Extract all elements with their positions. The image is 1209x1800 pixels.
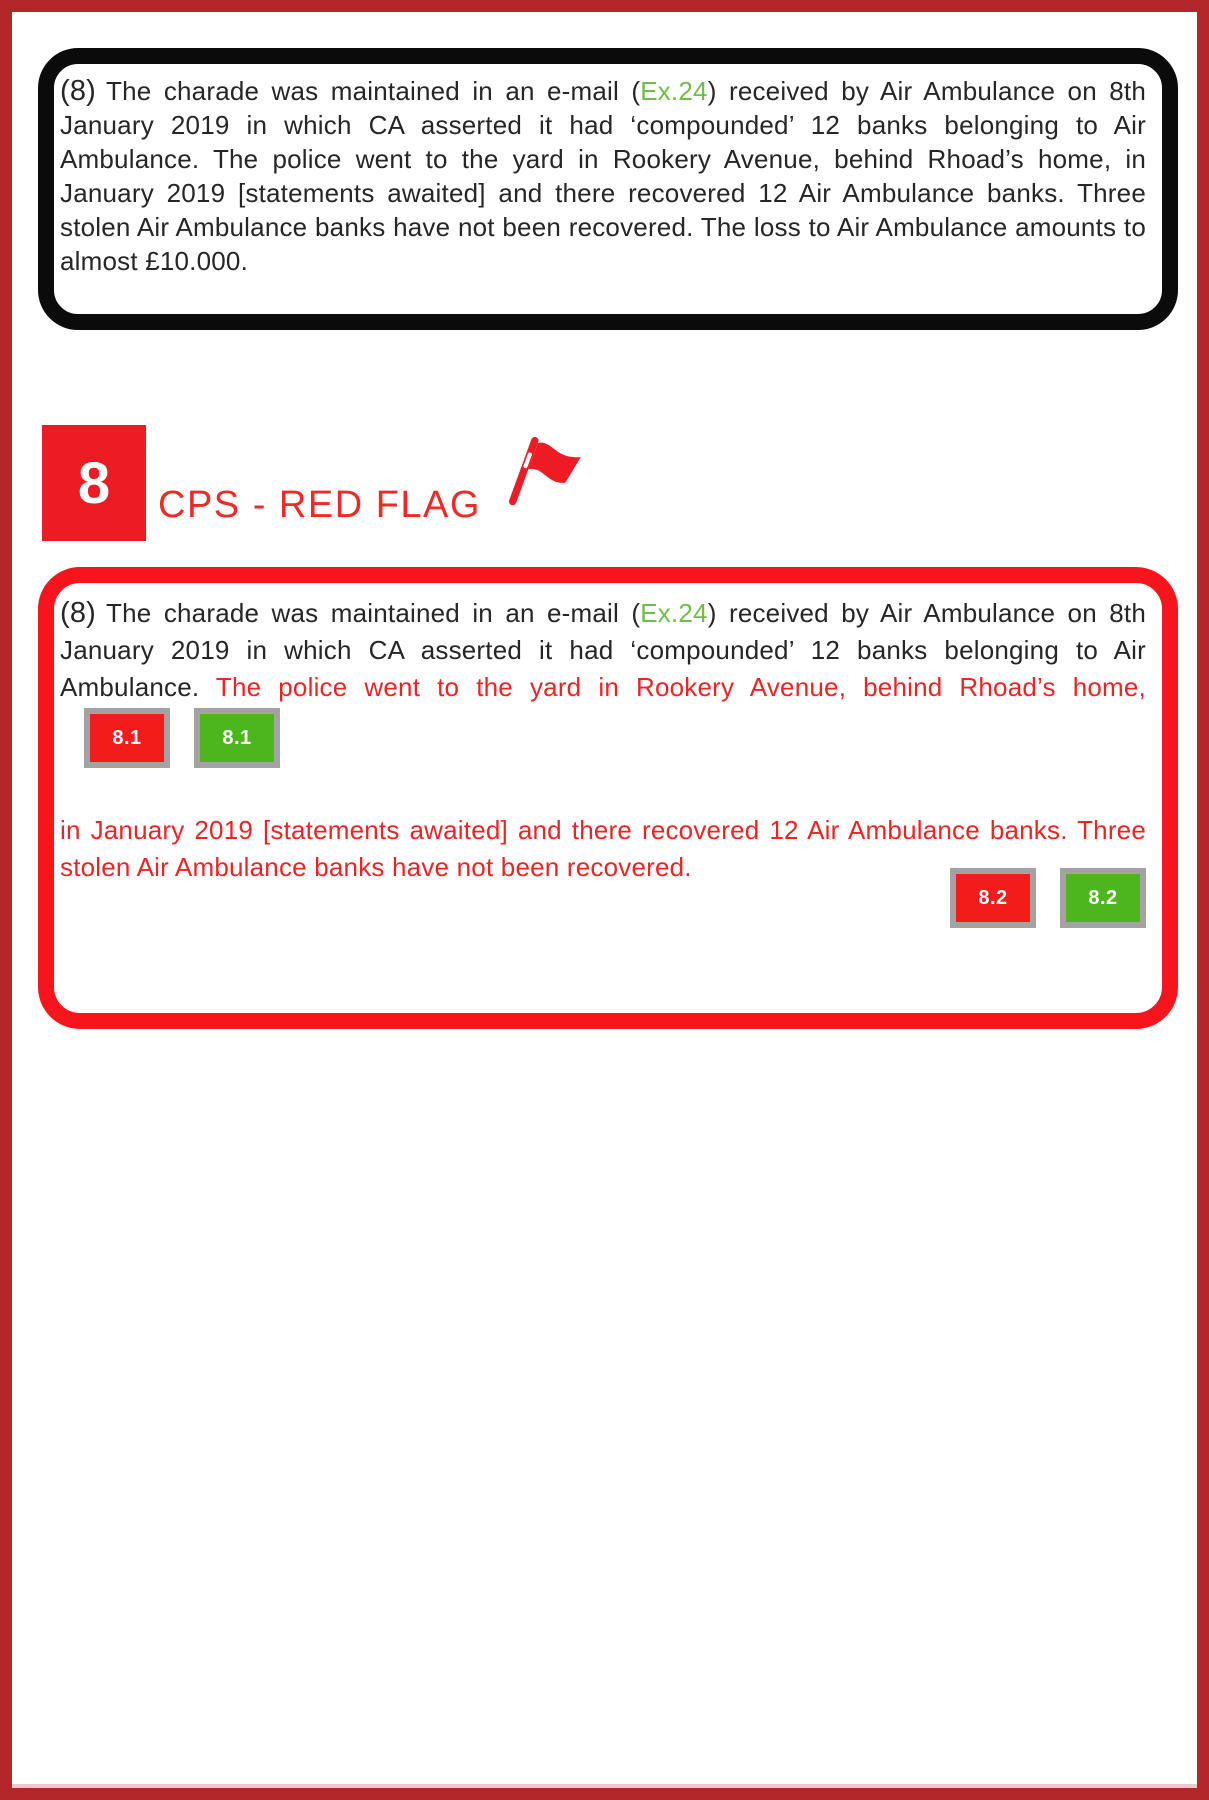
evidence-badge-8-1-green [194, 708, 280, 768]
evidence-badge-8-2-green [1060, 868, 1146, 928]
summary-text-2: ) received by Air Ambulance on 8th January 2019 in which CA asserted it had ‘compounded’ 12 banks belonging to Air Ambulance. The police went to the yard in Rookery Avenue, behind Rhoad’s home, in January 2019 [statements awaited] and there recovered 12 Air Ambulance banks. Three stolen Air Ambulance banks have not been recovered. The loss to Air Ambulance amounts to almost £10.000. [60, 76, 1146, 276]
evidence-badge-8-1-red [84, 708, 170, 768]
body-text-2: ) received by Air Ambulance on 8th January 2019 in which CA asserted it had ‘compounded’ 12 banks belonging to Air Ambulance. [60, 598, 1146, 702]
badge-label: 8.2 [978, 886, 1008, 909]
red-flag-paragraph-1 [60, 595, 1146, 766]
summary-box [38, 48, 1178, 330]
summary-text-1: The charade was maintained in an e-mail ( [106, 76, 641, 106]
red-flag-icon [499, 437, 585, 519]
evidence-badge-8-2-red [950, 868, 1036, 928]
exhibit-reference: Ex.24 [640, 598, 708, 628]
evidence-badges-8-2 [950, 866, 1146, 926]
badge-label: 8.1 [112, 726, 142, 749]
summary-paragraph [60, 74, 1146, 278]
paragraph-number: (8) [60, 597, 97, 629]
badge-label: 8.1 [222, 726, 252, 749]
exhibit-reference: Ex.24 [640, 76, 708, 106]
evidence-badges-8-1 [84, 709, 280, 749]
section-number: 8 [77, 450, 111, 516]
badge-label: 8.2 [1088, 886, 1118, 909]
section-number-badge [42, 425, 146, 541]
paragraph-number: (8) [60, 75, 97, 107]
flagged-text-1: The police went to the yard in Rookery Avenue, behind Rhoad’s home, [215, 672, 1146, 702]
red-flag-paragraph-2: in January 2019 [statements awaited] and there recovered 12 Air Ambulance banks. Three stolen Air Ambulance banks have not been recovered. [60, 815, 1146, 882]
section-heading [42, 425, 585, 541]
body-text-1: The charade was maintained in an e-mail ( [106, 598, 641, 628]
section-title: CPS - RED FLAG [158, 484, 481, 526]
red-flag-box [38, 567, 1178, 1029]
page-bottom-strip [12, 1784, 1197, 1788]
